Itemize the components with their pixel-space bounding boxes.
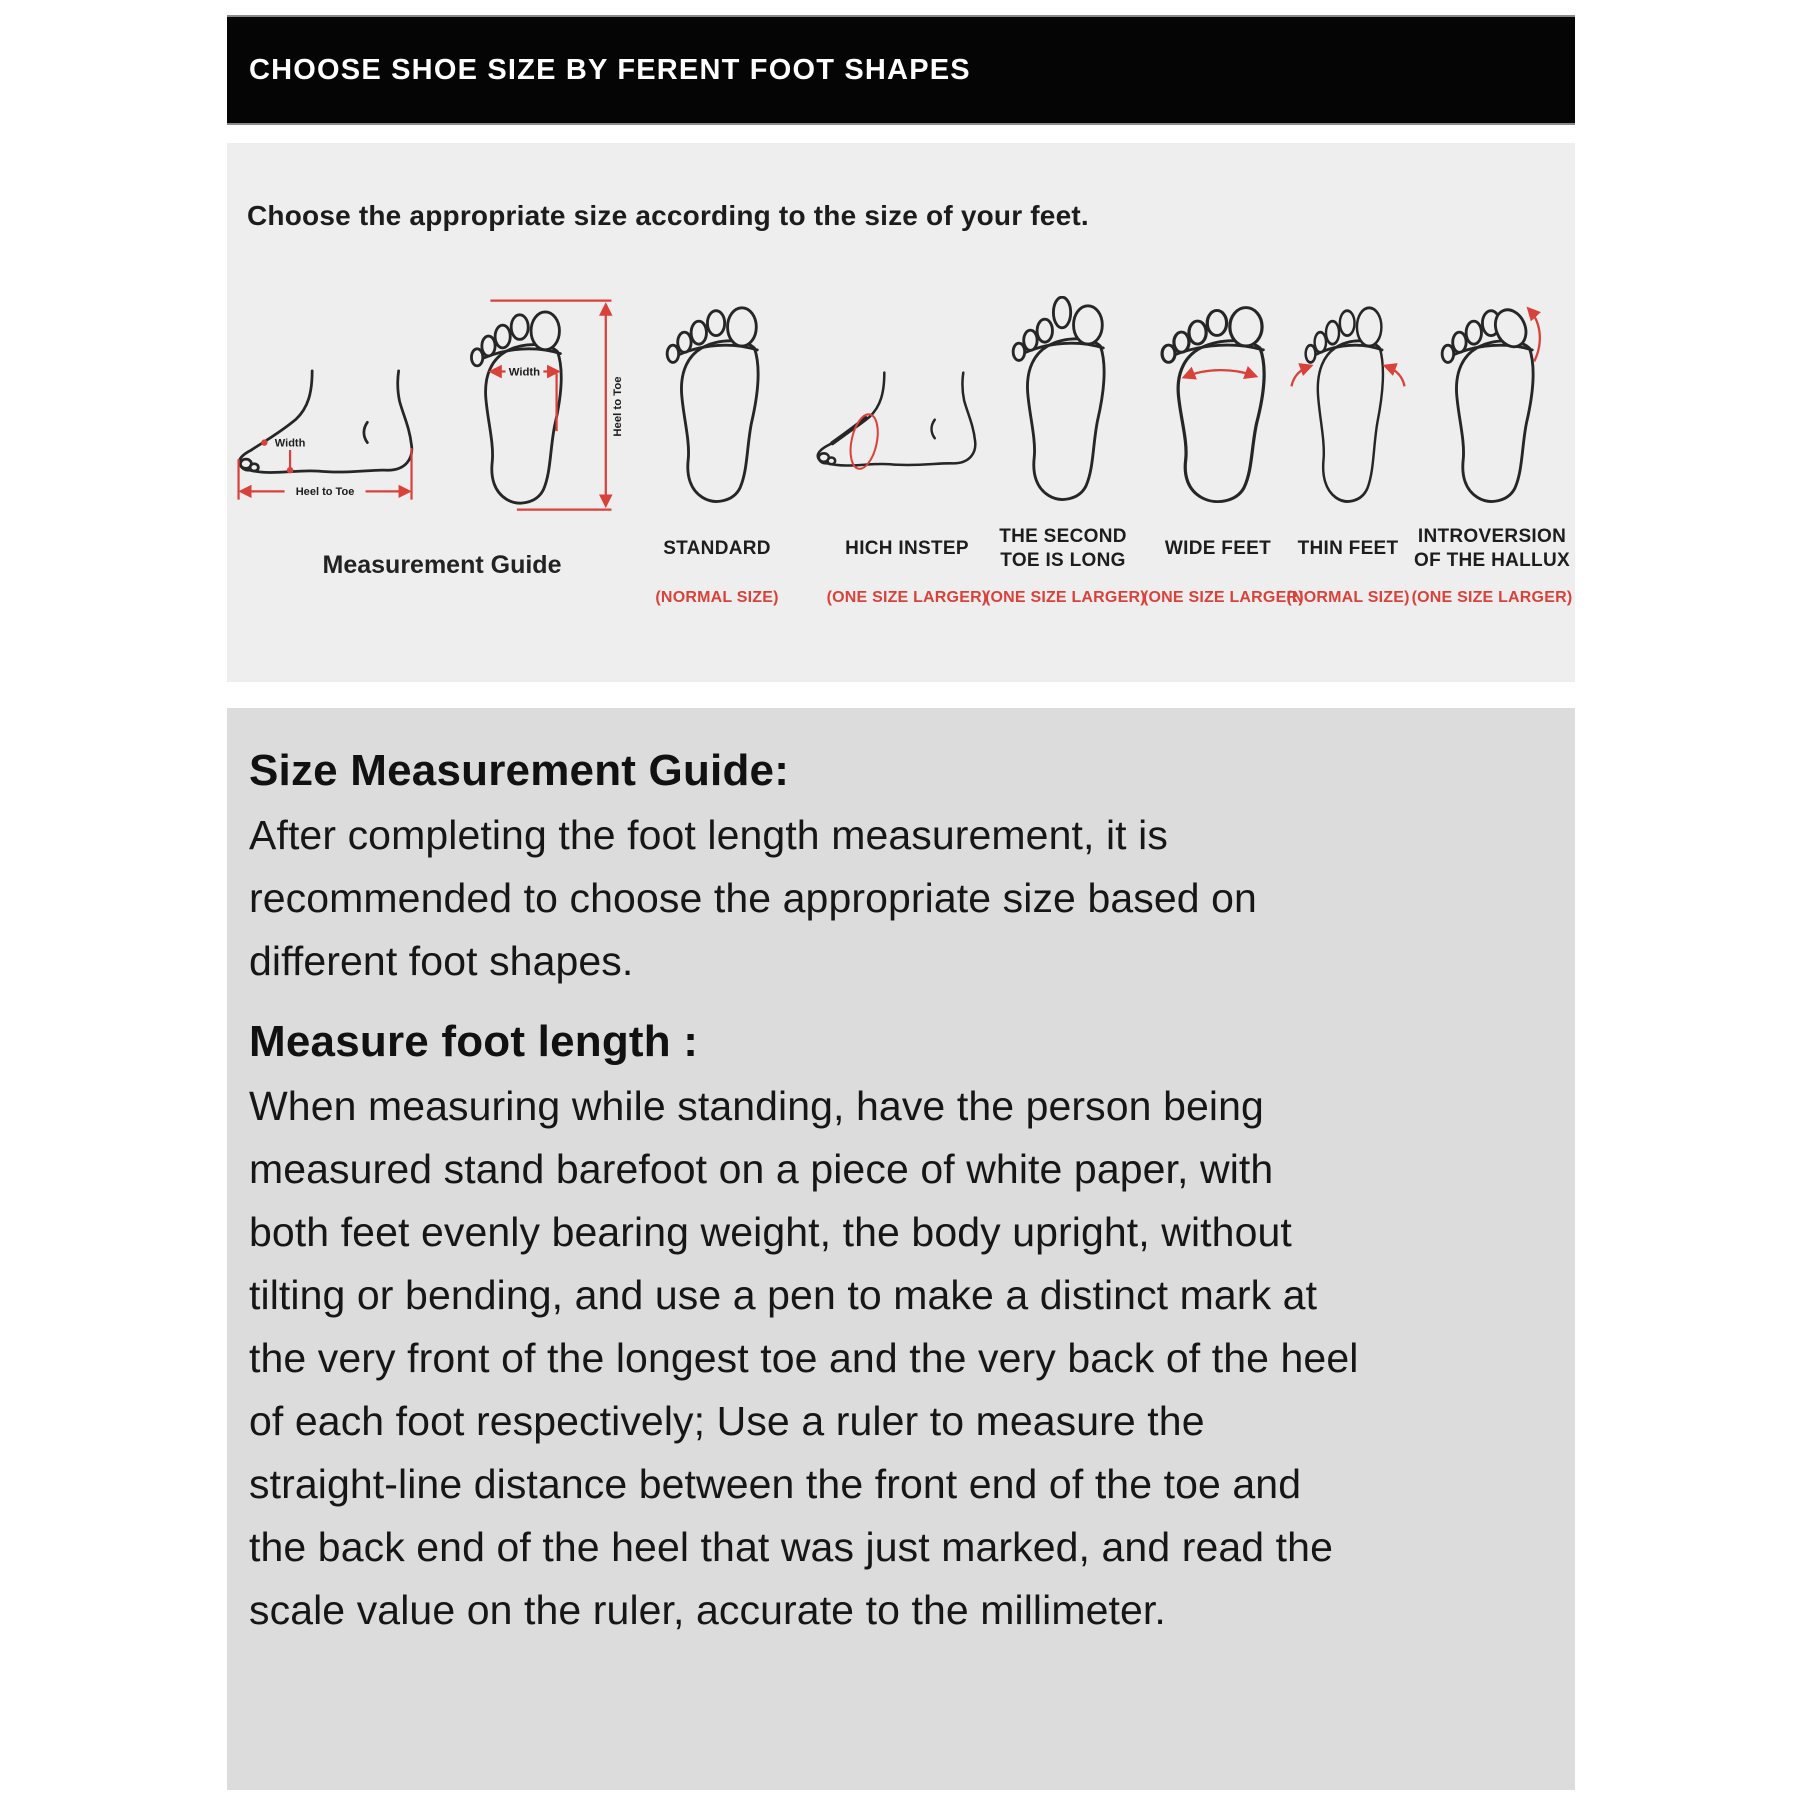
- measure-foot-length-heading: Measure foot length :: [249, 1017, 699, 1066]
- size-measurement-guide-text: After completing the foot length measurement, it is recommended to choose the appropriate size based on different foot shapes.: [249, 812, 1257, 984]
- intro-text: Choose the appropriate size according to the size of your feet.: [247, 200, 1089, 231]
- foot-type-label: WIDE FEET: [1164, 538, 1272, 560]
- width-dimension-label: Width: [274, 437, 306, 450]
- standard-foot-illustration: [660, 298, 775, 514]
- foot-type-thin-feet-cell: [1278, 283, 1418, 682]
- width-dimension-label-top: Width: [508, 366, 541, 379]
- foot-shapes-panel: [227, 143, 1575, 682]
- measure-foot-length-text: When measuring while standing, have the person being measured stand barefoot on a piece of white paper, with both feet evenly bearing weight, the body upright, without tilting or bending, and use a pen to make a distinct mark at the very front of the longest toe and the very back of the heel of each foot respectively; Use a ruler to measure the straight-line distance between the front end of the toe and the back end of the heel that was just marked, and read the scale value on the ruler, accurate to the millimeter.: [249, 1083, 1359, 1633]
- foot-type-label: THE SECOND TOE IS LONG: [999, 526, 1127, 571]
- foot-type-label: THIN FEET: [1297, 538, 1399, 560]
- measurement-guide-cell: [227, 283, 657, 682]
- inward-arrow-left: [1291, 366, 1309, 386]
- foot-type-label: HICH INSTEP: [845, 538, 969, 560]
- measurement-guide-label: Measurement Guide: [322, 551, 562, 579]
- inward-arrow-right: [1386, 366, 1404, 386]
- foot-type-hallux-introversion-cell: [1405, 283, 1579, 682]
- size-measurement-guide-heading: Size Measurement Guide:: [249, 746, 790, 795]
- sole-dot: [287, 467, 293, 473]
- instructions-panel: [227, 708, 1575, 1790]
- section-title: CHOOSE SHOE SIZE BY FERENT FOOT SHAPES: [249, 53, 971, 86]
- instep-dot: [261, 439, 267, 445]
- foot-type-label: STANDARD: [663, 538, 771, 560]
- foot-type-size-note: (ONE SIZE LARGER): [826, 589, 988, 606]
- foot-type-size-note: (NORMAL SIZE): [655, 589, 779, 606]
- thin-feet-illustration: [1291, 298, 1406, 514]
- foot-type-label: INTROVERSION OF THE HALLUX: [1414, 526, 1570, 571]
- heel-to-toe-dimension-label-vertical: Heel to Toe: [611, 376, 624, 437]
- foot-diagrams-row: [227, 283, 1575, 682]
- hallux-introversion-illustration: [1435, 298, 1550, 514]
- foot-type-size-note: (ONE SIZE LARGER): [985, 589, 1146, 606]
- wide-feet-illustration: [1156, 298, 1281, 514]
- foot-type-size-note: (ONE SIZE LARGER): [1411, 589, 1573, 606]
- high-instep-foot-illustration: [810, 371, 1004, 497]
- instep-emphasis-line: [832, 418, 866, 443]
- long-second-toe-foot-illustration: [1006, 296, 1121, 512]
- foot-type-standard-cell: [642, 283, 792, 682]
- section-header: [227, 15, 1575, 125]
- foot-type-long-second-toe-cell: [985, 283, 1146, 682]
- foot-type-wide-feet-cell: [1143, 283, 1304, 682]
- heel-to-toe-dimension-label: Heel to Toe: [295, 486, 355, 499]
- foot-type-high-instep-cell: [822, 283, 992, 682]
- foot-type-size-note: (NORMAL SIZE): [1286, 589, 1410, 606]
- measurement-side-foot-illustration: [231, 369, 443, 507]
- foot-type-size-note: (ONE SIZE LARGER): [1143, 589, 1304, 606]
- measurement-top-foot-illustration: [462, 291, 637, 523]
